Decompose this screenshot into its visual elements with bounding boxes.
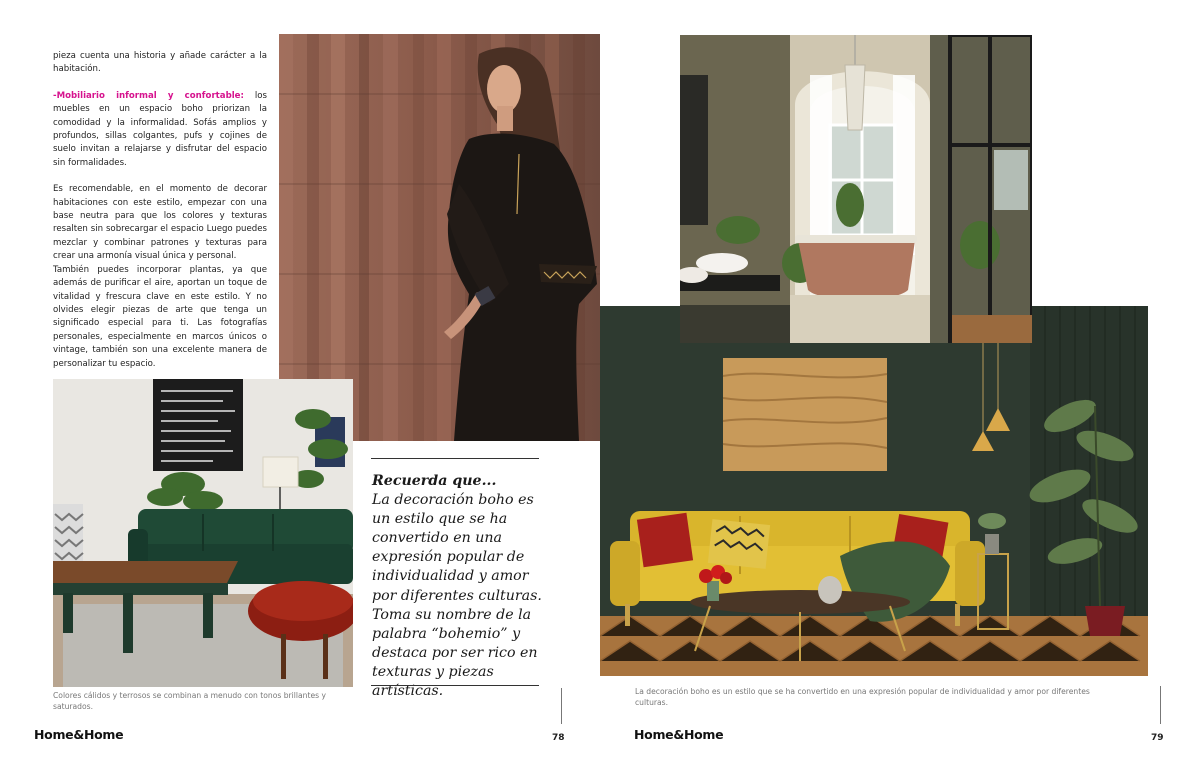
brand-logo-left: Home&Home — [34, 727, 124, 742]
divider-line-right — [1160, 686, 1161, 724]
body-paragraph-2-text: los muebles en un espacio boho priorizan la comodidad y la informalidad. Sofás amplios y profundos, sillas colgantes, pufs y cojines de suelo invitan a relajarse y disfrutar del espacio sin formalidades. — [53, 90, 267, 168]
article-body — [53, 50, 267, 371]
pull-quote-title: Recuerda que... — [372, 473, 497, 489]
body-paragraph-1: pieza cuenta una historia y añade carácter a la habitación. — [53, 51, 267, 75]
pull-quote — [372, 472, 544, 701]
body-paragraph-4: También puedes incorporar plantas, ya que además de purificar el aire, aportan un toque de vitalidad y frescura clave en este estilo. Y no olvides elegir piezas de arte que tenga un significado especial para ti. Las fotografías personales, especialmente en marcos únicos o vintage, también son una excelente manera de personalizar tu espacio. — [53, 264, 267, 369]
yellow-living-room-illustration — [600, 306, 1148, 676]
brand-logo-right: Home&Home — [634, 727, 724, 742]
green-living-room-illustration — [53, 379, 353, 687]
body-paragraph-2 — [53, 90, 267, 170]
pull-quote-bottom-rule — [371, 685, 539, 686]
caption-right: La decoración boho es un estilo que se ha convertido en una expresión popular de individualidad y amor por diferentes culturas. — [635, 687, 1090, 707]
subheading-mobiliario: -Mobiliario informal y confortable: — [53, 90, 244, 101]
page-number-left: 78 — [552, 733, 565, 743]
bathroom-illustration — [680, 35, 1032, 343]
page-number-right: 79 — [1151, 733, 1164, 743]
pull-quote-top-rule — [371, 458, 539, 459]
pull-quote-text: La decoración boho es un estilo que se ha convertido en una expresión popular de individualidad y amor por diferentes culturas. Toma su nombre de la palabra “bohemio” y destaca por ser rico en texturas y piezas artísticas. — [372, 492, 542, 700]
photo-yellow-sofa-living-room — [600, 306, 1148, 676]
caption-left: Colores cálidos y terrosos se combinan a menudo con tonos brillantes y saturados. — [53, 691, 326, 711]
divider-line-left — [561, 688, 562, 724]
photo-boho-bathroom — [680, 35, 1032, 343]
photo-green-velvet-living-room — [53, 379, 353, 687]
body-paragraph-3: Es recomendable, en el momento de decorar habitaciones con este estilo, empezar con una base neutra para que los colores y texturas resalten sin sobrecargar el espacio Luego puedes mezclar y combinar patrones y texturas para crear una armonía visual única y personal. — [53, 184, 267, 262]
right-page — [600, 0, 1200, 776]
